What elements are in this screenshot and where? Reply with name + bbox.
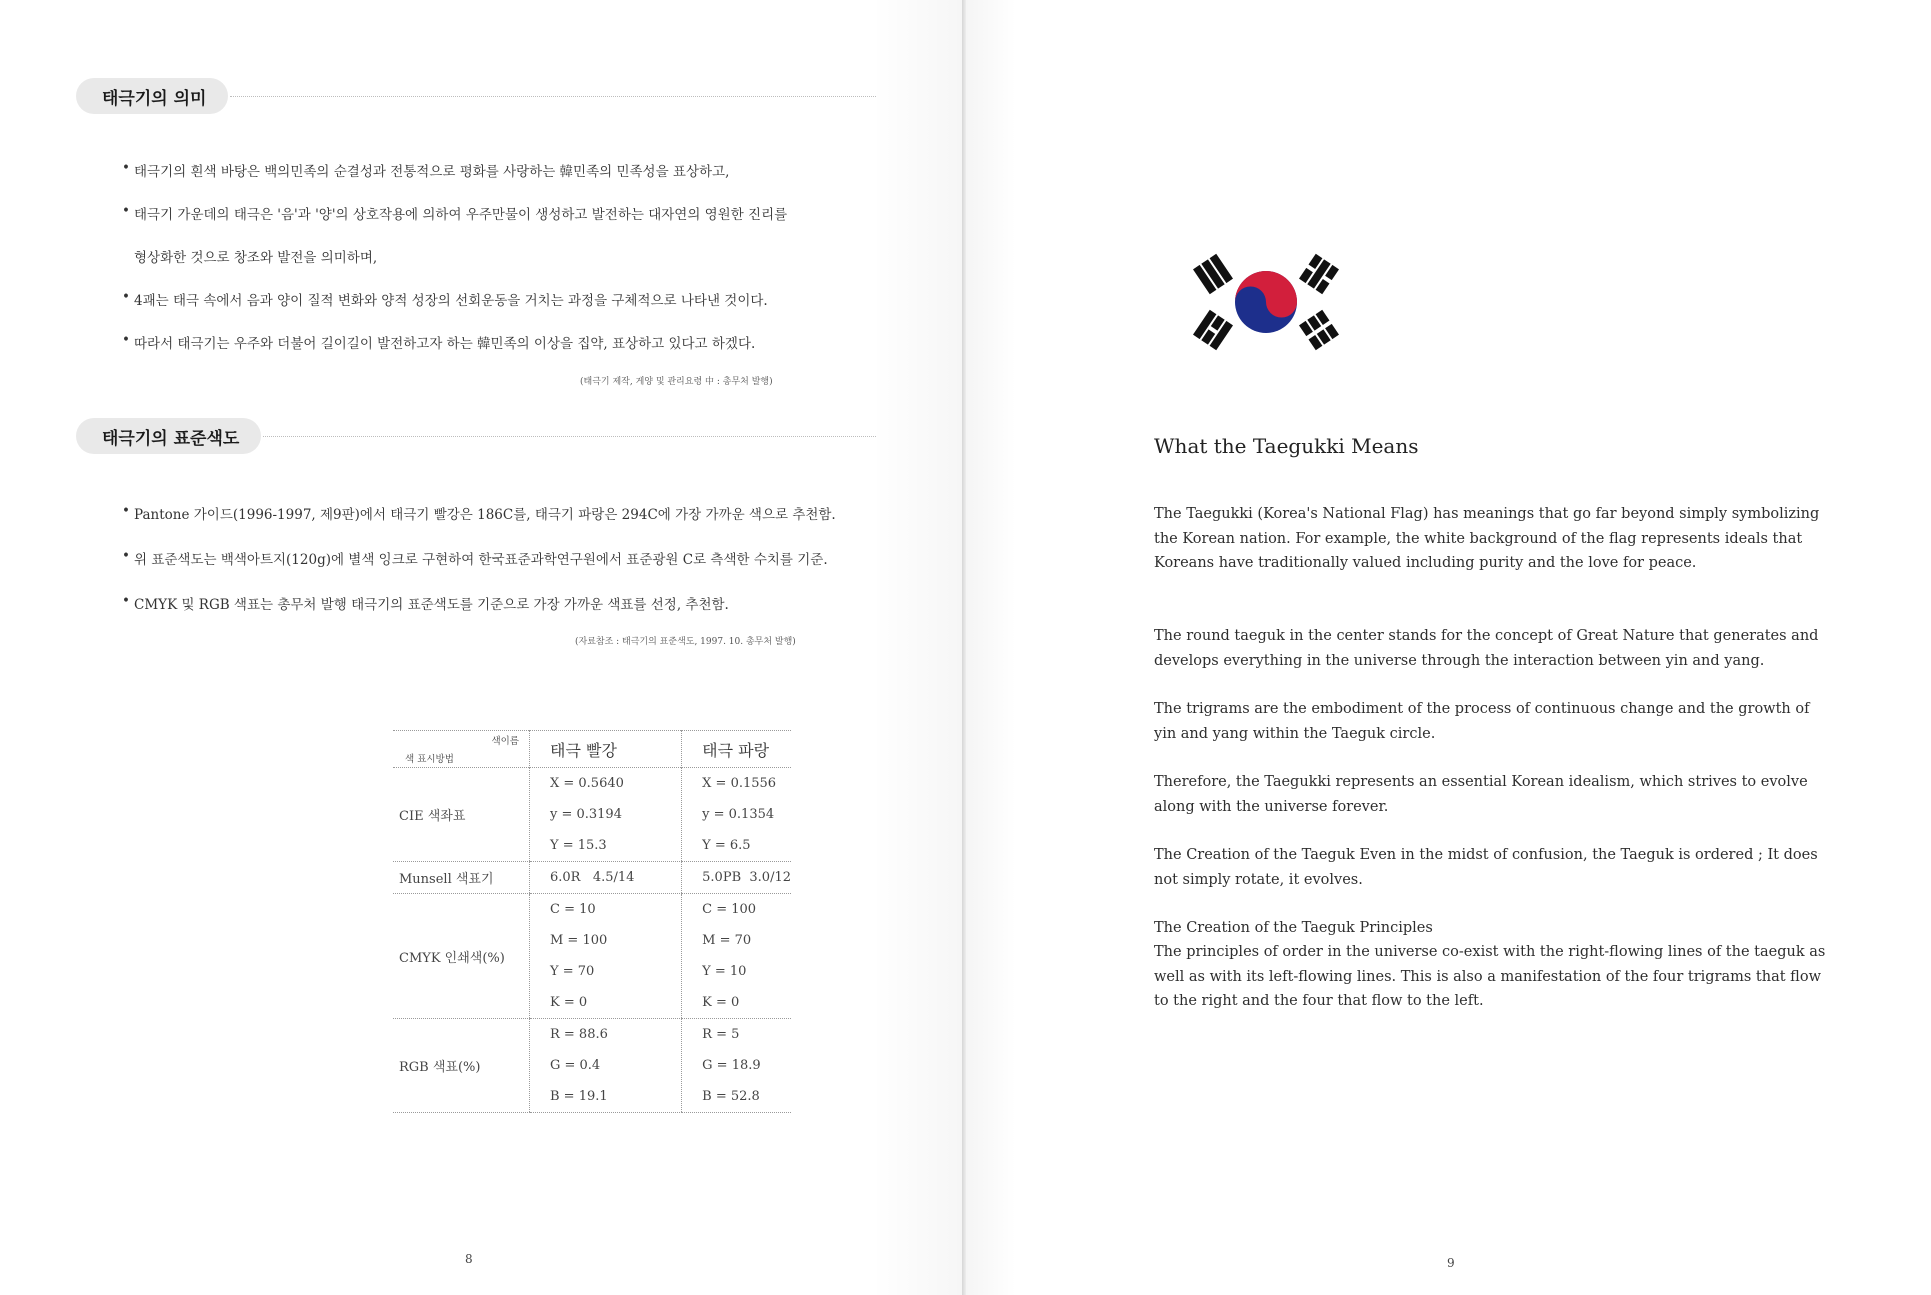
value: R = 88.6 (549, 1027, 608, 1042)
fold-shadow (872, 0, 962, 1295)
value: C = 10 (549, 902, 596, 917)
page-number: 9 (1447, 1256, 1455, 1270)
meaning-bullet-list (124, 160, 824, 375)
value: y = 0.1354 (702, 807, 775, 822)
value: G = 18.9 (702, 1058, 761, 1073)
trigram-gam-icon (1299, 254, 1339, 295)
value: 5.0PB 3.0/12 (702, 870, 791, 885)
value: X = 0.1556 (702, 776, 777, 791)
table-row (393, 894, 791, 1019)
corner-color-name-label: 색이름 (491, 736, 519, 747)
corner-method-label: 색 표시방법 (405, 754, 454, 765)
red-values-cell (529, 894, 681, 1019)
value: B = 19.1 (549, 1089, 608, 1104)
paragraph: The Creation of the Taeguk Even in the midst of confusion, the Taeguk is ordered ; It does not simply rotate, it evolves. (1154, 847, 1818, 888)
value: C = 100 (702, 902, 757, 917)
trigram-ri-icon (1193, 310, 1233, 351)
section-meaning-header (76, 78, 876, 114)
source-note: (태극기 제작, 게양 및 관리요령 中 : 총무처 발행) (580, 377, 773, 387)
source-note: (자료참조 : 태극기의 표준색도, 1997. 10. 총무처 발행) (575, 637, 796, 647)
bullet-item: • 태극기 가운데의 태극은 '음'과 '양'의 상호작용에 의하여 우주만물이 생성하고 발전하는 대자연의 영원한 진리를 (124, 203, 824, 246)
column-header-red: 태극 빨강 (529, 731, 681, 768)
bullet-item: • 위 표준색도는 백색아트지(120g)에 별색 잉크로 구현하여 한국표준과학연구원에서 표준광원 C로 측색한 수치를 기준. (124, 548, 824, 593)
header-rule (230, 96, 876, 97)
paragraph: Therefore, the Taegukki represents an essential Korean idealism, which strives to evolve along with the universe forever. (1154, 774, 1808, 815)
paragraph: The round taeguk in the center stands for the concept of Great Nature that generates and develops everything in the universe through the interaction between yin and yang. (1154, 628, 1819, 669)
red-values-cell (529, 768, 681, 862)
fold-shadow (966, 0, 1016, 1295)
table-header-row (393, 731, 791, 768)
value: Y = 70 (549, 964, 595, 979)
row-label: Munsell 색표기 (393, 862, 529, 894)
section-heading: 태극기의 표준색도 (76, 418, 261, 454)
value: X = 0.5640 (549, 776, 624, 791)
value: y = 0.3194 (549, 807, 622, 822)
trigram-gon-icon (1299, 310, 1339, 351)
paragraph: The trigrams are the embodiment of the process of continuous change and the growth of yin and yang within the Taeguk circle. (1154, 701, 1810, 742)
page-title: What the Taegukki Means (1154, 434, 1419, 458)
value: Y = 10 (702, 964, 747, 979)
subheading: The Creation of the Taeguk Principles (1154, 920, 1433, 936)
value: K = 0 (549, 995, 588, 1010)
table-row (393, 862, 791, 894)
standard-color-bullet-list (124, 503, 836, 638)
column-header-blue: 태극 파랑 (682, 731, 791, 768)
bullet-item: • 따라서 태극기는 우주와 더불어 길이길이 발전하고자 하는 韓민족의 이상을 집약, 표상하고 있다고 하겠다. (124, 332, 824, 375)
section-heading: 태극기의 의미 (76, 78, 228, 114)
blue-values-cell (682, 1019, 791, 1113)
page-number: 8 (465, 1252, 473, 1266)
blue-values-cell (682, 768, 791, 862)
value: B = 52.8 (702, 1089, 760, 1104)
blue-values-cell (682, 862, 791, 894)
section-standard-color-header (76, 418, 876, 454)
bullet-item: • Pantone 가이드(1996-1997, 제9판)에서 태극기 빨강은 186C를, 태극기 파랑은 294C에 가장 가까운 색으로 추천함. (124, 503, 824, 548)
red-values-cell (529, 862, 681, 894)
header-rule (263, 436, 876, 437)
table-corner-cell (393, 731, 529, 768)
table-row (393, 768, 791, 862)
bullet-item: • 4괘는 태극 속에서 음과 양이 질적 변화와 양적 성장의 선회운동을 거치는 과정을 구체적으로 나타낸 것이다. (124, 289, 824, 332)
blue-values-cell (682, 894, 791, 1019)
table-row (393, 1019, 791, 1113)
value: 6.0R 4.5/14 (549, 870, 635, 885)
paragraph: The Taegukki (Korea's National Flag) has meanings that go far beyond simply symbolizing the Korean nation. For example, the white background of the flag represents ideals that Koreans have traditionally valued including purity and the love for peace. (1154, 506, 1820, 571)
paragraph: The principles of order in the universe co-exist with the right-flowing lines of the taeguk as well as with its left-flowing lines. This is also a manifestation of the four trigrams that flow to the right and the four that flow to the left. (1154, 944, 1826, 1009)
value: Y = 6.5 (702, 838, 751, 853)
value: Y = 15.3 (549, 838, 607, 853)
value: G = 0.4 (549, 1058, 601, 1073)
bullet-item: • 태극기의 흰색 바탕은 백의민족의 순결성과 전통적으로 평화를 사랑하는 韓민족의 민족성을 표상하고, (124, 160, 824, 203)
value: R = 5 (702, 1027, 740, 1042)
trigram-geon-icon (1193, 254, 1233, 295)
right-page (966, 0, 1931, 1295)
bullet-item: • CMYK 및 RGB 색표는 총무처 발행 태극기의 표준색도를 기준으로 가장 가까운 색표를 선정, 추천함. (124, 593, 824, 638)
row-label: CMYK 인쇄색(%) (393, 894, 529, 1019)
row-label: CIE 색좌표 (393, 768, 529, 862)
standard-color-table (393, 730, 791, 1113)
left-page (0, 0, 962, 1295)
red-values-cell (529, 1019, 681, 1113)
row-label: RGB 색표(%) (393, 1019, 529, 1113)
bullet-continuation: 형상화한 것으로 창조와 발전을 의미하며, (134, 250, 378, 266)
value: K = 0 (702, 995, 740, 1010)
taegukki-flag-icon (1186, 246, 1346, 358)
value: M = 70 (702, 933, 752, 948)
value: M = 100 (549, 933, 608, 948)
